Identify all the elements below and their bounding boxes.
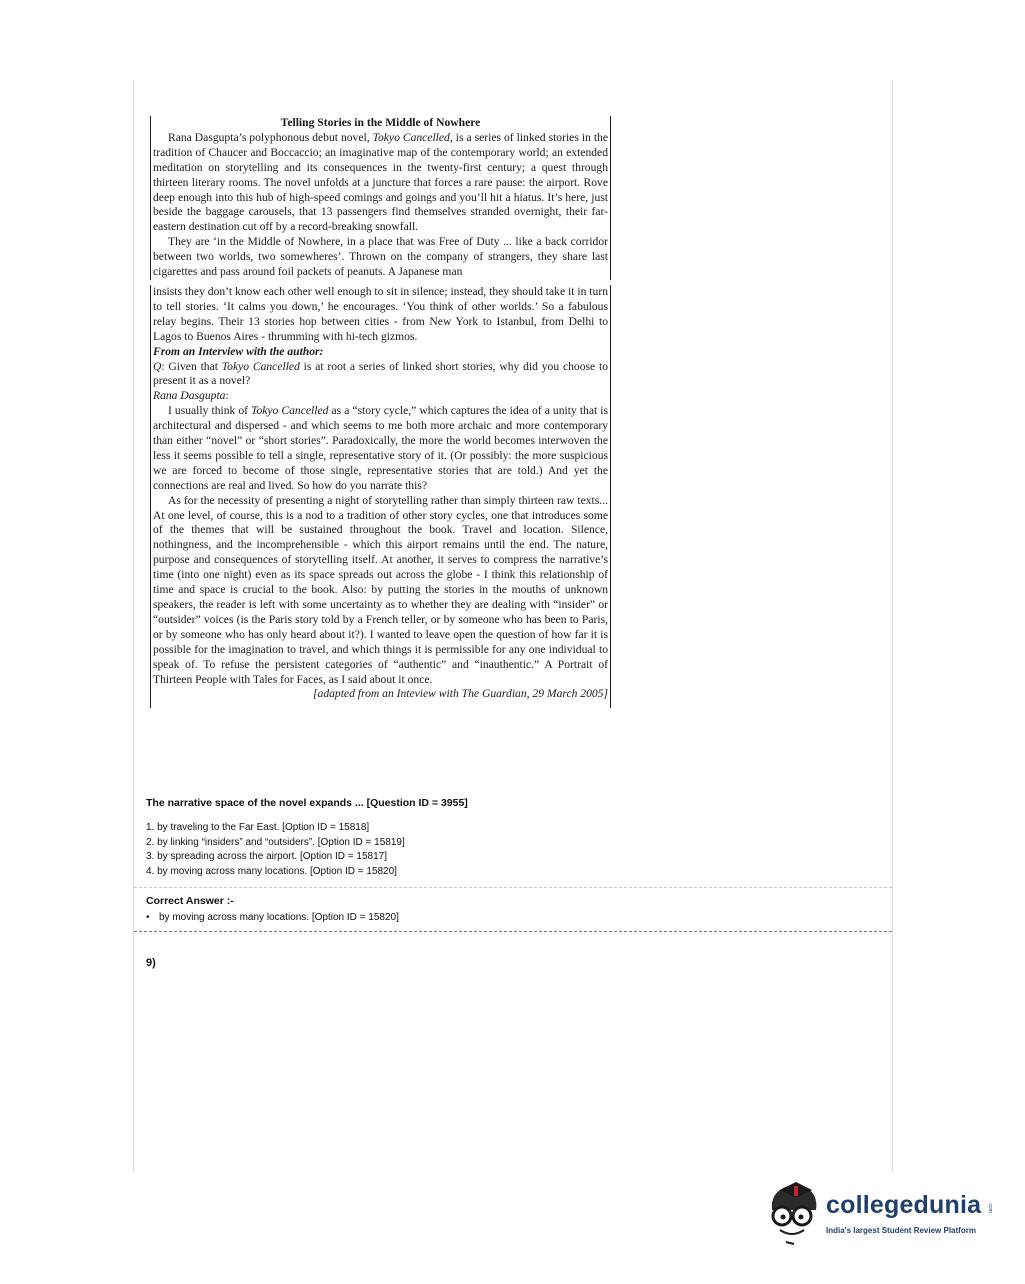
passage-source: [adapted from an Inteview with The Guardian, 29 March 2005] bbox=[313, 687, 608, 701]
mascot-icon bbox=[766, 1176, 826, 1248]
interview-speaker: Rana Dasgupta: bbox=[153, 389, 229, 403]
passage-paragraph-2: They are ‘in the Middle of Nowhere, in a place that was Free of Duty ... like a back corridor between two worlds, two somewheres’. Thrown on the company of strangers, they share last cigarettes and pass around foil packets of peanuts. A Japanese man bbox=[153, 235, 608, 279]
brand-domain: .com bbox=[987, 1202, 993, 1213]
interview-heading: From an Interview with the author: bbox=[153, 344, 324, 358]
option-list bbox=[146, 821, 405, 879]
question-text: The narrative space of the novel expands ... [Question ID = 3955] bbox=[146, 797, 468, 809]
reading-passage bbox=[150, 116, 611, 708]
passage-box-top bbox=[150, 116, 611, 280]
interview-answer-2: As for the necessity of presenting a night of storytelling rather than simply thirteen raw texts... At one level, of course, this is a nod to a tradition of other story cycles, one that introduces some of the themes that will be sustained throughout the book. Travel and location. Silence, nothingness, and the incomprehensible - which this airport remains until the end. The nature, purpose and consequences of storytelling itself. At another, it serves to compress the narrative’s time (into one night) even as its space spreads out across the globe - I think this relationship of time and space is crucial to the book. Also: by putting the stories in the mouths of unknown speakers, the reader is left with some uncertainty as to whether they are dealing with “insider” or “outsider” voices (is the Paris story told by a French teller, or by someone who has been to Paris, or by someone who has only heard about it?). I wanted to leave open the question of how far it is possible for the imagination to travel, and which things it is permissible for any one individual to speak of. To refuse the persistent categories of “authentic” and “inauthentic.” A Portrait of Thirteen People with Tales for Faces, as I said about it once. bbox=[153, 493, 608, 686]
passage-box-bottom bbox=[150, 285, 611, 708]
bullet-icon: • bbox=[146, 912, 150, 923]
brand-name: collegedunia bbox=[826, 1191, 982, 1219]
passage-paragraph-2-continued: insists they don’t know each other well enough to sit in silence; instead, they should take it in turn to tell stories. ‘It calms you down,’ he encourages. ‘You think of other worlds.’ So a fabulous relay begins. Their 13 stories hop between cities - from New York to Istanbul, from Delhi to Lagos to Buenos Aires - thrumming with hi-tech gizmos. bbox=[153, 284, 608, 343]
option-item: 2. by linking “insiders” and “outsiders”. [Option ID = 15819] bbox=[146, 836, 405, 848]
page-frame-left bbox=[133, 80, 134, 1172]
collegedunia-logo bbox=[766, 1176, 996, 1248]
brand-tagline: India's largest Student Review Platform bbox=[826, 1226, 976, 1235]
option-item: 4. by moving across many locations. [Option ID = 15820] bbox=[146, 865, 397, 877]
passage-paragraph-1: Rana Dasgupta’s polyphonous debut novel, Tokyo Cancelled, is a series of linked stories in the tradition of Chaucer and Boccaccio; an imaginative map of the contemporary world; an extended meditation on storytelling and its consequences in the twenty-first century; a quest through thirteen literary rooms. The novel unfolds at a juncture that forces a rare pause: the airport. Rove deep enough into this hub of high-speed comings and goings and you’ll hit a hiatus. It’s here, just beside the baggage carousels, that 13 passengers find themselves stranded overnight, their far-eastern destination cut off by a record-breaking snowfall. bbox=[153, 130, 608, 234]
correct-answer bbox=[146, 912, 399, 923]
passage-title: Telling Stories in the Middle of Nowhere bbox=[280, 116, 481, 129]
divider bbox=[134, 887, 892, 888]
interview-question: Q: Given that Tokyo Cancelled is at root a series of linked short stories, why did you choose to present it as a novel? bbox=[153, 359, 608, 388]
option-item: 3. by spreading across the airport. [Option ID = 15817] bbox=[146, 851, 387, 863]
divider bbox=[134, 931, 892, 932]
correct-answer-label: Correct Answer :- bbox=[146, 895, 234, 907]
interview-answer-1: I usually think of Tokyo Cancelled as a “story cycle,” which captures the idea of a unity that is architectural and dispersed - and which seems to me both more archaic and more contemporary than either “novel” or “short stories”. Paradoxically, the more the world becomes interwoven the less it seems possible to tell a single, representative story of it. (Or possibly: the more suspicious we are forced to become of those single, representative stories that are told.) And yet the connections are real and lived. So how do you narrate this? bbox=[153, 404, 609, 492]
next-question-number: 9) bbox=[146, 957, 156, 969]
option-item: 1. by traveling to the Far East. [Option ID = 15818] bbox=[146, 822, 370, 833]
correct-answer-text: by moving across many locations. [Option ID = 15820] bbox=[159, 912, 399, 923]
page-frame-right bbox=[892, 80, 893, 1172]
